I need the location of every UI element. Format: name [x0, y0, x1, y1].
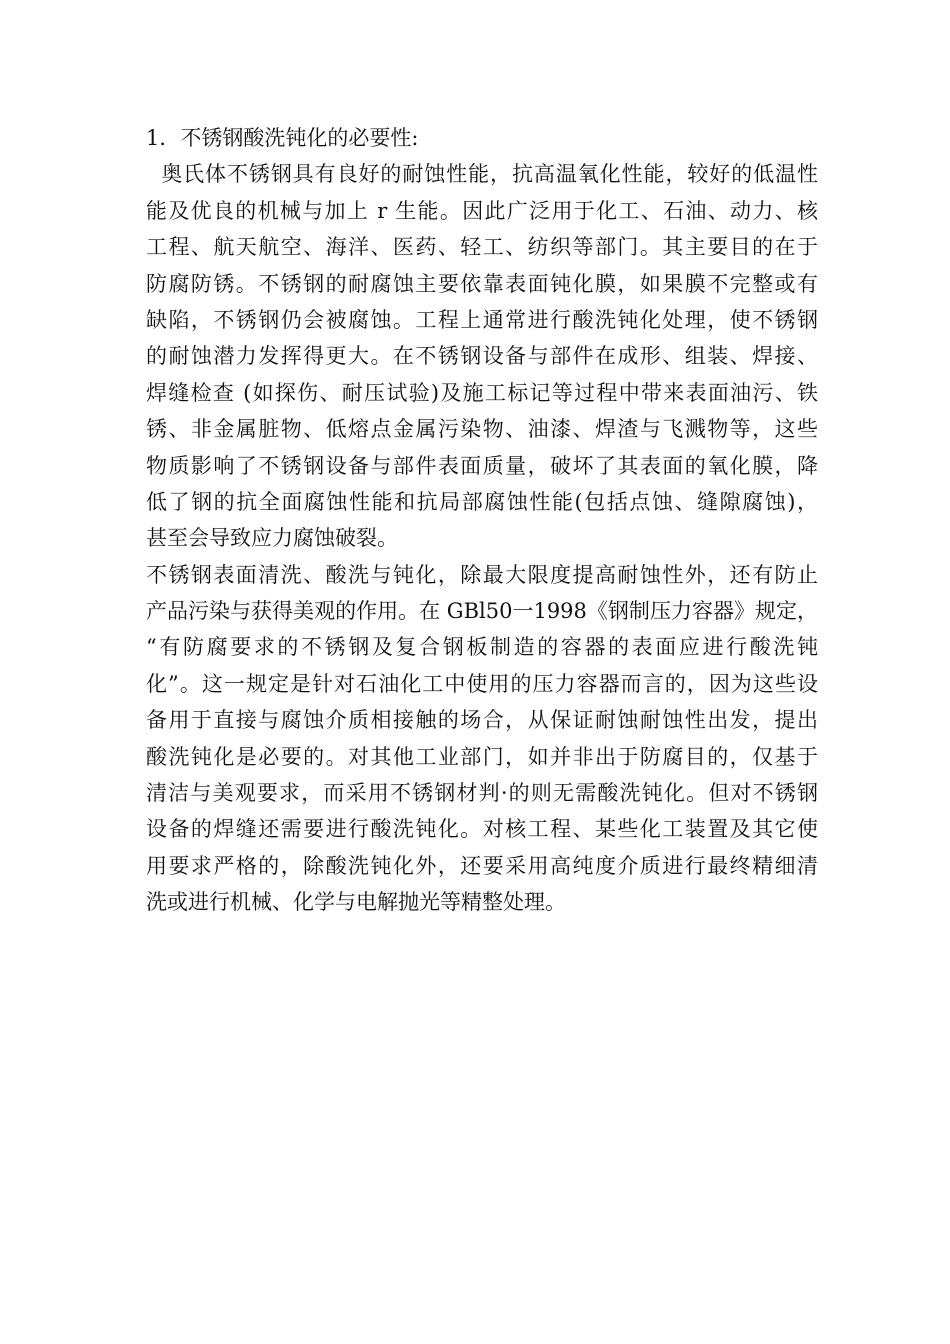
document-body: [146, 120, 818, 921]
paragraph-line: 奥氏体不锈钢具有良好的耐蚀性能，抗高温氧化性能，较好的低温性: [146, 162, 818, 187]
paragraph-line: 不锈钢表面清洗、酸洗与钝化，除最大限度提高耐蚀性外，还有防止: [146, 562, 818, 587]
paragraph-line: 焊缝检查 (如探伤、耐压试验)及施工标记等过程中带来表面油污、铁: [146, 380, 818, 405]
paragraph-line: 工程、航天航空、海洋、医药、轻工、纺织等部门。其主要目的在于: [146, 235, 818, 260]
paragraph-line: 设备的焊缝还需要进行酸洗钝化。对核工程、某些化工装置及其它使: [146, 817, 818, 842]
paragraph-line: 锈、非金属脏物、低熔点金属污染物、油漆、焊渣与飞溅物等，这些: [146, 417, 818, 442]
paragraph-line: 物质影响了不锈钢设备与部件表面质量，破坏了其表面的氧化膜，降: [146, 453, 818, 478]
paragraph-line: 化”。这一规定是针对石油化工中使用的压力容器而言的，因为这些设: [146, 671, 818, 696]
paragraph-line: 用要求严格的，除酸洗钝化外，还要采用高纯度介质进行最终精细清: [146, 853, 818, 878]
paragraph-line: 缺陷，不锈钢仍会被腐蚀。工程上通常进行酸洗钝化处理，使不锈钢: [146, 307, 818, 332]
paragraph-line: 能及优良的机械与加上 r 生能。因此广泛用于化工、石油、动力、核: [146, 198, 818, 223]
paragraph-line: 酸洗钝化是必要的。对其他工业部门，如并非出于防腐目的，仅基于: [146, 744, 818, 769]
paragraph-line: 备用于直接与腐蚀介质相接触的场合，从保证耐蚀耐蚀性出发，提出: [146, 708, 818, 733]
paragraph-1: [146, 156, 818, 556]
paragraph-line: 产品污染与获得美观的作用。在 GBl50一1998《钢制压力容器》规定，: [146, 599, 818, 624]
paragraph-line: 洗或进行机械、化学与电解抛光等精整处理。: [146, 890, 566, 915]
paragraph-line: 防腐防锈。不锈钢的耐腐蚀主要依靠表面钝化膜，如果膜不完整或有: [146, 271, 818, 296]
paragraph-line: 甚至会导致应力腐蚀破裂。: [146, 526, 398, 551]
paragraph-line: 清洁与美观要求，而采用不锈钢材判·的则无需酸洗钝化。但对不锈钢: [146, 781, 818, 806]
paragraph-2: [146, 557, 818, 921]
paragraph-line: “有防腐要求的不锈钢及复合钢板制造的容器的表面应进行酸洗钝: [146, 635, 818, 660]
section-heading: 1．不锈钢酸洗钝化的必要性:: [146, 126, 419, 150]
paragraph-line: 的耐蚀潜力发挥得更大。在不锈钢设备与部件在成形、组装、焊接、: [146, 344, 818, 369]
paragraph-line: 低了钢的抗全面腐蚀性能和抗局部腐蚀性能(包括点蚀、缝隙腐蚀)，: [146, 489, 818, 514]
